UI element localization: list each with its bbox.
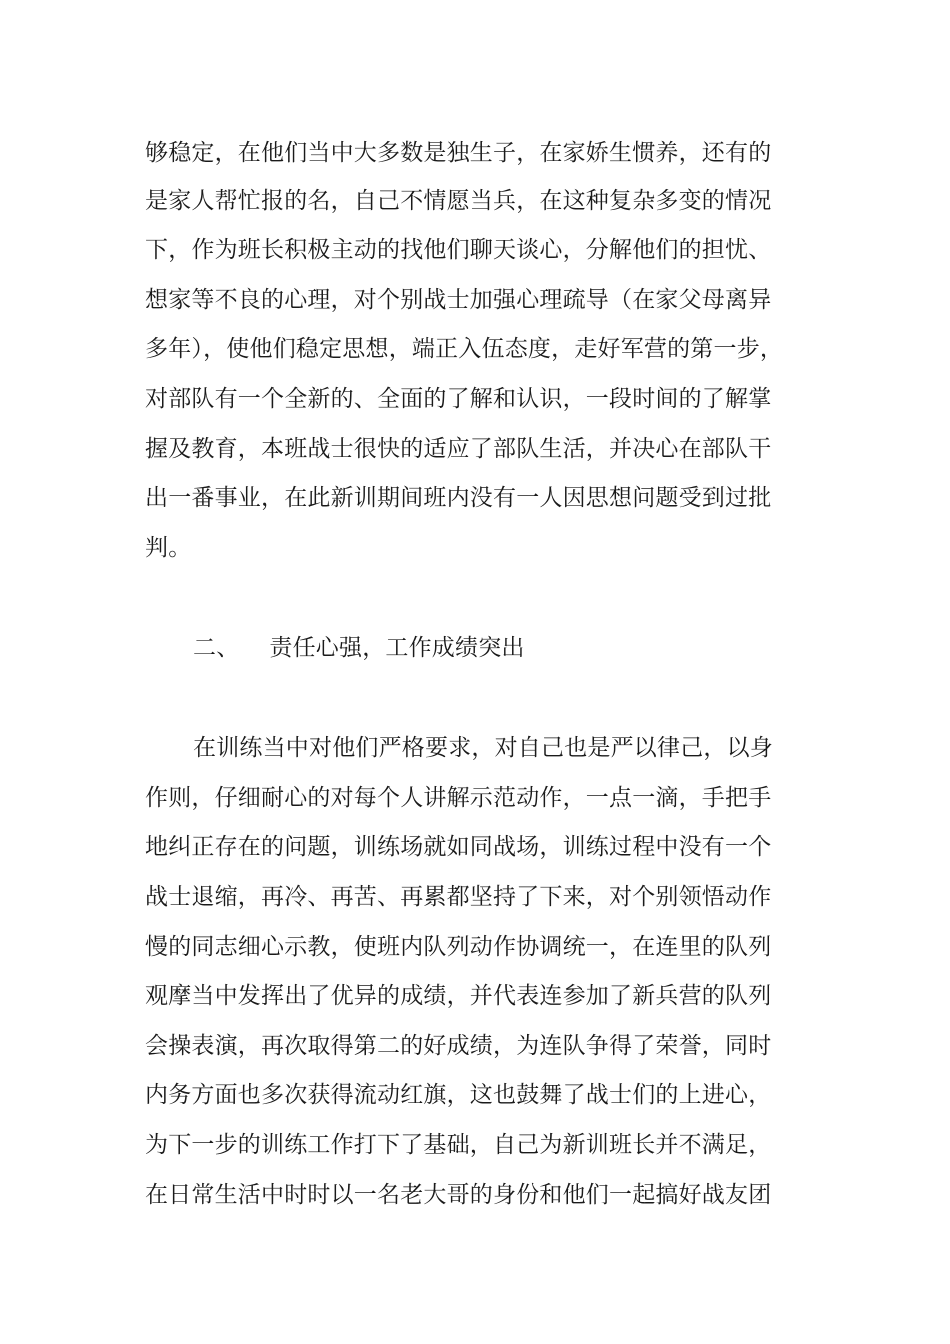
paragraph-line: 握及教育，本班战士很快的适应了部队生活，并决心在部队干 [145, 436, 772, 462]
paragraph-line: 想家等不良的心理，对个别战士加强心理疏导（在家父母离异 [145, 287, 772, 313]
paragraph-line: 观摩当中发挥出了优异的成绩，并代表连参加了新兵营的队列 [145, 983, 772, 1009]
section-number: 二、 [193, 635, 240, 661]
section-heading [193, 633, 873, 663]
paragraph-line: 够稳定，在他们当中大多数是独生子，在家娇生惯养，还有的 [145, 140, 772, 166]
paragraph-line: 内务方面也多次获得流动红旗，这也鼓舞了战士们的上进心， [145, 1082, 772, 1108]
paragraph-line: 地纠正存在的问题，训练场就如同战场，训练过程中没有一个 [145, 834, 772, 860]
paragraph-line: 作则，仔细耐心的对每个人讲解示范动作，一点一滴，手把手 [145, 785, 772, 811]
paragraph-line: 会操表演，再次取得第二的好成绩，为连队争得了荣誉，同时 [145, 1033, 772, 1059]
paragraph-line: 在训练当中对他们严格要求，对自己也是严以律己，以身 [193, 735, 773, 761]
paragraph-line: 是家人帮忙报的名，自己不情愿当兵，在这种复杂多变的情况 [145, 188, 772, 214]
paragraph-line: 对部队有一个全新的、全面的了解和认识，一段时间的了解掌 [145, 386, 772, 412]
paragraph-line: 慢的同志细心示教，使班内队列动作协调统一，在连里的队列 [145, 934, 772, 960]
paragraph-line: 下，作为班长积极主动的找他们聊天谈心，分解他们的担忧、 [145, 237, 772, 263]
paragraph-line: 判。 [145, 535, 192, 561]
paragraph-line: 出一番事业，在此新训期间班内没有一人因思想问题受到过批 [145, 485, 772, 511]
section-title: 责任心强，工作成绩突出 [269, 635, 525, 661]
paragraph-line: 多年），使他们稳定思想，端正入伍态度，走好军营的第一步， [145, 336, 784, 362]
paragraph-line: 战士退缩，再冷、再苦、再累都坚持了下来，对个别领悟动作 [145, 884, 772, 910]
paragraph-line: 为下一步的训练工作打下了基础，自己为新训班长并不满足， [145, 1132, 772, 1158]
paragraph-line: 在日常生活中时时以一名老大哥的身份和他们一起搞好战友团 [145, 1182, 772, 1208]
